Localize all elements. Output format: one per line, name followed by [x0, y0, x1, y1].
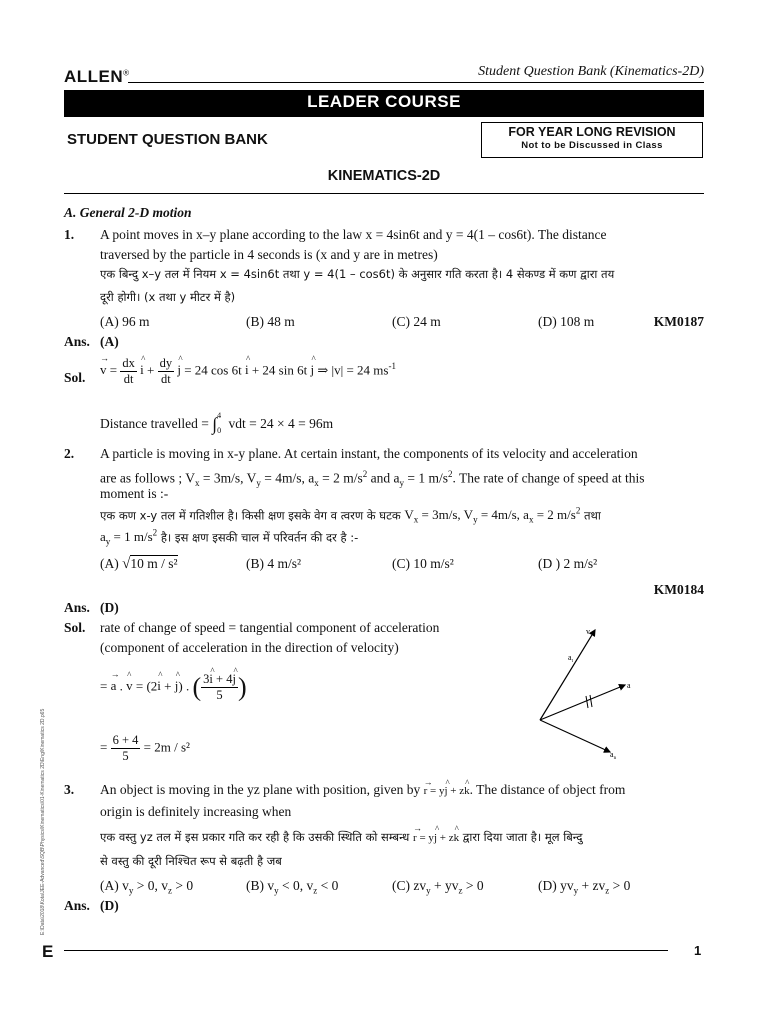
- q2-option-d: (D ) 2 m/s²: [538, 556, 598, 571]
- q3-text-line1: An object is moving in the yz plane with position, given by → r = y^ j + z^ k. The distance of object from: [100, 780, 625, 801]
- q2-hindi-line2: $a_y = 1$ $m/s^2$ है। इस क्षण इसकी चाल में परिवर्तन की दर है :-: [100, 528, 359, 547]
- chapter-title: KINEMATICS-2D: [327, 168, 441, 184]
- normal-component-vector: [540, 720, 610, 752]
- q2-sol-label: Sol.: [64, 620, 86, 635]
- q1-hindi-line2: दूरी होगी। (x तथा y मीटर में है): [100, 290, 236, 304]
- q1-option-b: (B) 48 m: [246, 314, 295, 329]
- footer-letter: E: [42, 942, 54, 961]
- sqb-title: STUDENT QUESTION BANK: [67, 131, 268, 148]
- q1-text-line2: traversed by the particle in 4 seconds is (x and y are in metres): [100, 247, 438, 262]
- q1-code: KM0187: [653, 314, 704, 329]
- revision-box: [481, 122, 703, 158]
- header-title: Student Question Bank (Kinematics-2D): [478, 64, 704, 79]
- footer-rule: [64, 950, 668, 951]
- q3-ans-value: (D): [100, 898, 119, 913]
- q1-distance-label: Distance travelled =: [100, 416, 209, 431]
- q1-number: 1.: [64, 227, 75, 242]
- q3-ans-label: Ans.: [64, 898, 90, 913]
- q1-option-c: (C) 24 m: [392, 314, 441, 329]
- q3-text-line2: origin is definitely increasing when: [100, 804, 292, 819]
- section-title: A. General 2-D motion: [64, 205, 192, 220]
- q2-hindi-line1: एक कण x-y तल में गतिशील है। किसी क्षण इसके वेग व त्वरण के घटक $V_x = 3m/s$, $V_y = 4m/s$, $a_x = 2$ $m/s^2$ तथा: [100, 506, 601, 525]
- q3-option-d: (D) $yv_y + zv_z > 0$: [538, 878, 631, 896]
- q2-ans-label: Ans.: [64, 600, 90, 615]
- q2-ans-value: (D): [100, 600, 119, 615]
- parallel-mark-1: [586, 696, 588, 708]
- q1-distance-eq: Distance travelled = ∫$^4_0$ vdt = 24 × 4 = 96m: [100, 411, 334, 435]
- q2-sol-dot-eq: = → a . ^ v = (2^ i + ^ j) . ( $\frac{3\^{} i + 4\^{} j}{5}$ ): [100, 672, 247, 703]
- q2-option-a: (A) √10 m / s²: [100, 556, 178, 572]
- q3-option-b: (B) $v_y < 0$, $v_z < 0$: [246, 878, 339, 896]
- q2-option-c: (C) 10 m/s²: [392, 556, 454, 571]
- q1-text-line1: A point moves in x–y plane according to the law x = 4sin6t and y = 4(1 – cos6t). The distance: [100, 227, 607, 242]
- label-v: v: [586, 627, 590, 636]
- q1-sol-velocity-eq: → v = $\frac{dx}{dt}$ ^ i + $\frac{dy}{dt}$ ^ j = 24 cos 6t ^ i + 24 sin 6t ^ j ⇒ |v| = 24 $ms^{-1}$: [100, 356, 396, 387]
- q3-hindi-line1: एक वस्तु yz तल में इस प्रकार गति कर रही है कि उसकी स्थिति को सम्बन्ध → r = y^ j + z^ k द्वारा दिया जाता है। मूल बिन्दु: [100, 830, 582, 845]
- header-rule: [128, 82, 704, 83]
- q1-ans-value: (A): [100, 334, 119, 349]
- q1-distance-rest: vdt = 24 × 4 = 96m: [228, 416, 334, 431]
- revision-line2: Not to be Discussed in Class: [521, 140, 663, 151]
- q2-sol-line2: (component of acceleration in the direction of velocity): [100, 640, 399, 655]
- q1-ans-label: Ans.: [64, 334, 90, 349]
- q2-text-line1: A particle is moving in x-y plane. At certain instant, the components of its velocity and acceleration: [100, 446, 638, 461]
- label-a: a: [627, 681, 631, 690]
- q2-option-b: (B) 4 m/s²: [246, 556, 302, 571]
- brand-logo: ALLEN®: [64, 67, 130, 86]
- q1-option-a: (A) 96 m: [100, 314, 150, 329]
- q3-option-a: (A) $v_y > 0$, $v_z > 0$: [100, 878, 194, 896]
- q1-sol-label: Sol.: [64, 370, 86, 385]
- acceleration-vector: [540, 685, 625, 720]
- velocity-vector: [540, 630, 595, 720]
- page-number: 1: [694, 943, 702, 958]
- q3-option-c: (C) $zv_y + yv_z > 0$: [392, 878, 484, 896]
- q2-text-line2: are as follows ; $V_x = 3m/s$, $V_y = 4m/s$, $a_x = 2$ $m/s^2$ and $a_y = 1$ $m/s^2$. The rate of change of speed at this: [100, 469, 645, 489]
- q2-number: 2.: [64, 446, 75, 461]
- parallel-mark-2: [590, 695, 592, 707]
- vector-diagram: [530, 620, 650, 765]
- q2-text-line3: moment is :-: [100, 486, 169, 501]
- revision-line1: FOR YEAR LONG REVISION: [508, 125, 676, 139]
- course-title: LEADER COURSE: [307, 92, 461, 111]
- q3-hindi-line2: से वस्तु की दूरी निश्चित रूप से बढ़ती है जब: [100, 854, 282, 868]
- q3-number: 3.: [64, 782, 75, 797]
- label-an: $a_n$: [610, 750, 617, 761]
- q1-option-d: (D) 108 m: [538, 314, 595, 329]
- q2-sol-line1: rate of change of speed = tangential component of acceleration: [100, 620, 440, 635]
- side-file-path: E:\Data\2018\Kota\JEE-Advanced\SQB\Physics\Kinematics\01-Kinematics 2D\Eng\Kinematics 2D.p65: [40, 708, 46, 935]
- q2-code: KM0184: [653, 582, 704, 597]
- label-at: $a_t$: [568, 653, 573, 664]
- chapter-rule: [64, 193, 704, 194]
- q2-sol-final-eq: = $\frac{6 + 4}{5}$ = 2m / s²: [100, 733, 190, 763]
- q1-hindi-line1: एक बिन्दु x–y तल में नियम x = 4sin6t तथा y = 4(1 – cos6t) के अनुसार गति करता है। 4 सेकण्ड में कण द्वारा तय: [100, 267, 615, 281]
- integral-sign: ∫: [212, 414, 218, 434]
